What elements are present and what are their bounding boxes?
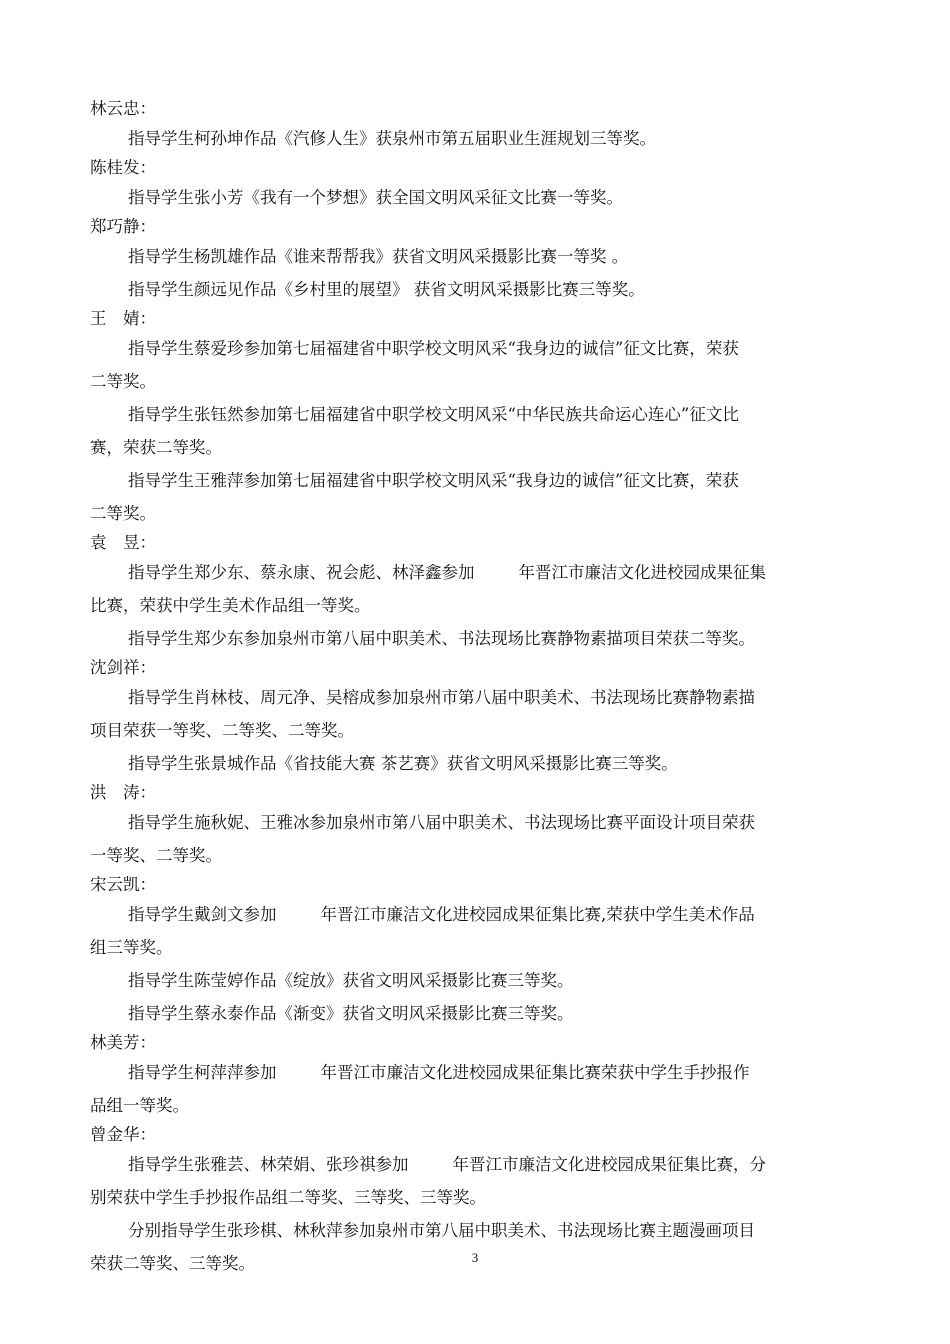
award-entry: 指导学生陈莹婷作品《绽放》获省文明风采摄影比赛三等奖。 bbox=[128, 971, 574, 990]
award-entry: 指导学生施秋妮、王雅冰参加泉州市第八届中职美术、书法现场比赛平面设计项目荣获 一等奖、二等奖。 bbox=[90, 813, 755, 865]
teacher-name: 陈桂发： bbox=[90, 158, 156, 177]
award-entry: 指导学生柯萍萍参加 年晋江市廉洁文化进校园成果征集比赛荣获中学生手抄报作 品组一等奖。 bbox=[90, 1063, 750, 1115]
teacher-name: 林美芳： bbox=[90, 1033, 156, 1052]
teacher-name: 沈剑祥： bbox=[90, 658, 156, 677]
page-number: 3 bbox=[471, 1250, 479, 1265]
award-entry: 指导学生蔡永泰作品《渐变》获省文明风采摄影比赛三等奖。 bbox=[128, 1004, 574, 1023]
teacher-name: 宋云凯： bbox=[90, 875, 156, 894]
teacher-name: 林云忠： bbox=[90, 99, 156, 118]
award-entry: 指导学生柯孙坤作品《汽修人生》获泉州市第五届职业生涯规划三等奖。 bbox=[128, 129, 656, 148]
award-entry: 指导学生张钰然参加第七届福建省中职学校文明风采“中华民族共命运心连心”征文比 赛，荣获二等奖。 bbox=[90, 405, 739, 457]
award-entry: 指导学生蔡爱珍参加第七届福建省中职学校文明风采“我身边的诚信”征文比赛，荣获 二等奖。 bbox=[90, 339, 739, 391]
award-entry: 指导学生郑少东参加泉州市第八届中职美术、书法现场比赛静物素描项目荣获二等奖。 bbox=[128, 629, 755, 648]
award-list bbox=[90, 96, 860, 1280]
award-entry: 指导学生肖林枝、周元净、吴榕成参加泉州市第八届中职美术、书法现场比赛静物素描 项目荣获一等奖、二等奖、二等奖。 bbox=[90, 688, 755, 740]
award-entry: 分别指导学生张珍棋、林秋萍参加泉州市第八届中职美术、书法现场比赛主题漫画项目 荣获二等奖、三等奖。 bbox=[90, 1221, 755, 1273]
teacher-name: 王 婧： bbox=[90, 309, 156, 328]
award-entry: 指导学生杨凯雄作品《谁来帮帮我》获省文明风采摄影比赛一等奖 。 bbox=[128, 247, 629, 266]
teacher-name: 袁 昱： bbox=[90, 533, 156, 552]
award-entry: 指导学生王雅萍参加第七届福建省中职学校文明风采“我身边的诚信”征文比赛，荣获 二等奖。 bbox=[90, 471, 739, 523]
award-entry: 指导学生张小芳《我有一个梦想》获全国文明风采征文比赛一等奖。 bbox=[128, 188, 623, 207]
award-entry: 指导学生戴剑文参加 年晋江市廉洁文化进校园成果征集比赛,荣获中学生美术作品 组三等奖。 bbox=[90, 905, 755, 957]
teacher-name: 郑巧静： bbox=[90, 217, 156, 236]
award-entry: 指导学生张景城作品《省技能大赛 茶艺赛》获省文明风采摄影比赛三等奖。 bbox=[128, 754, 678, 773]
teacher-name: 洪 涛： bbox=[90, 783, 156, 802]
award-entry: 指导学生颜远见作品《乡村里的展望》 获省文明风采摄影比赛三等奖。 bbox=[128, 280, 645, 299]
award-entry: 指导学生郑少东、蔡永康、祝会彪、林泽鑫参加 年晋江市廉洁文化进校园成果征集 比赛，荣获中学生美术作品组一等奖。 bbox=[90, 563, 766, 615]
award-entry: 指导学生张雅芸、林荣娟、张珍祺参加 年晋江市廉洁文化进校园成果征集比赛，分 别荣获中学生手抄报作品组二等奖、三等奖、三等奖。 bbox=[90, 1155, 766, 1207]
teacher-name: 曾金华： bbox=[90, 1125, 156, 1144]
